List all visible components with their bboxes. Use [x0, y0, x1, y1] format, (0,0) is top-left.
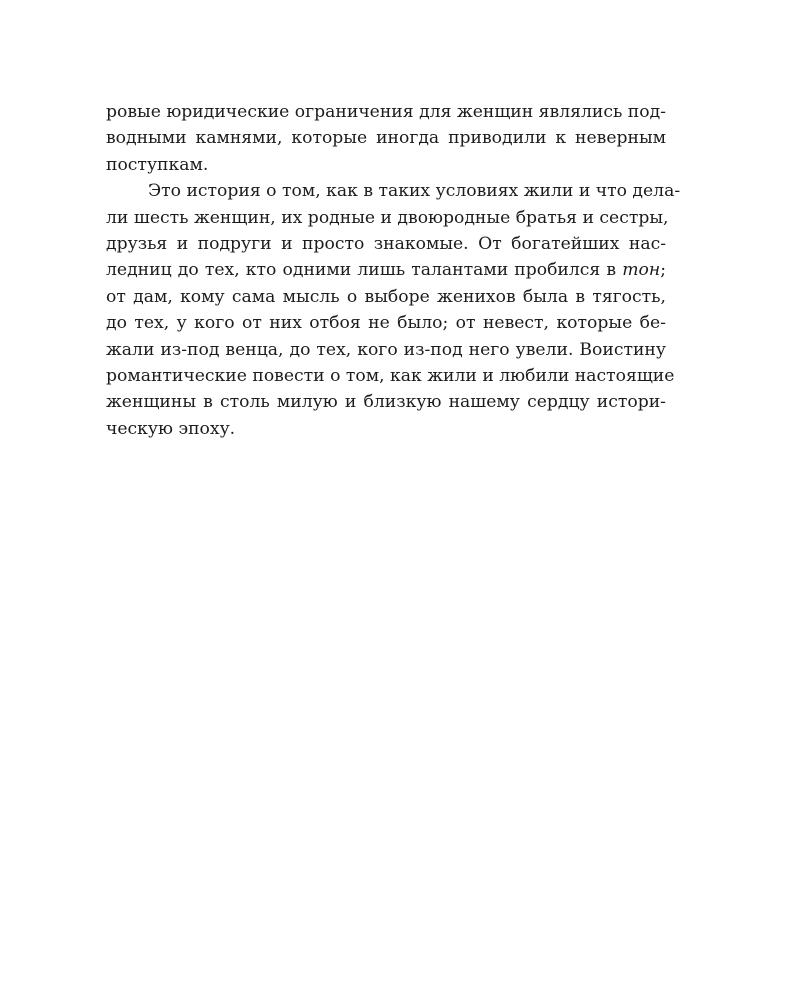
text-line: жали из-под венца, до тех, кого из-под него увели. Воистину — [106, 339, 666, 360]
text-line: ли шесть женщин, их родные и двоюродные братья и сестры, — [106, 207, 669, 228]
text-line-with-italic — [106, 257, 666, 283]
text-segment: ледниц до тех, кто одними лишь талантами пробился в — [106, 260, 623, 281]
text-line: женщины в столь милую и близкую нашему сердцу истори- — [106, 392, 666, 413]
italic-word: тон — [622, 260, 661, 281]
text-line: Это история о том, как в таких условиях жили и что дела- — [148, 181, 681, 202]
body-text — [106, 99, 681, 442]
text-line: друзья и подруги и просто знакомые. От богатейших нас- — [106, 233, 666, 254]
text-segment: ; — [660, 260, 666, 281]
text-line: поступкам. — [106, 154, 209, 175]
text-line: до тех, у кого от них отбоя не было; от невест, которые бе- — [106, 313, 666, 334]
text-line: романтические повести о том, как жили и любили настоящие — [106, 365, 675, 386]
text-line: ровые юридические ограничения для женщин являлись под- — [106, 102, 666, 122]
text-line: водными камнями, которые иногда приводили к неверным — [106, 128, 666, 149]
text-line: ческую эпоху. — [106, 418, 236, 439]
text-line: от дам, кому сама мысль о выборе женихов была в тягость, — [106, 286, 666, 307]
